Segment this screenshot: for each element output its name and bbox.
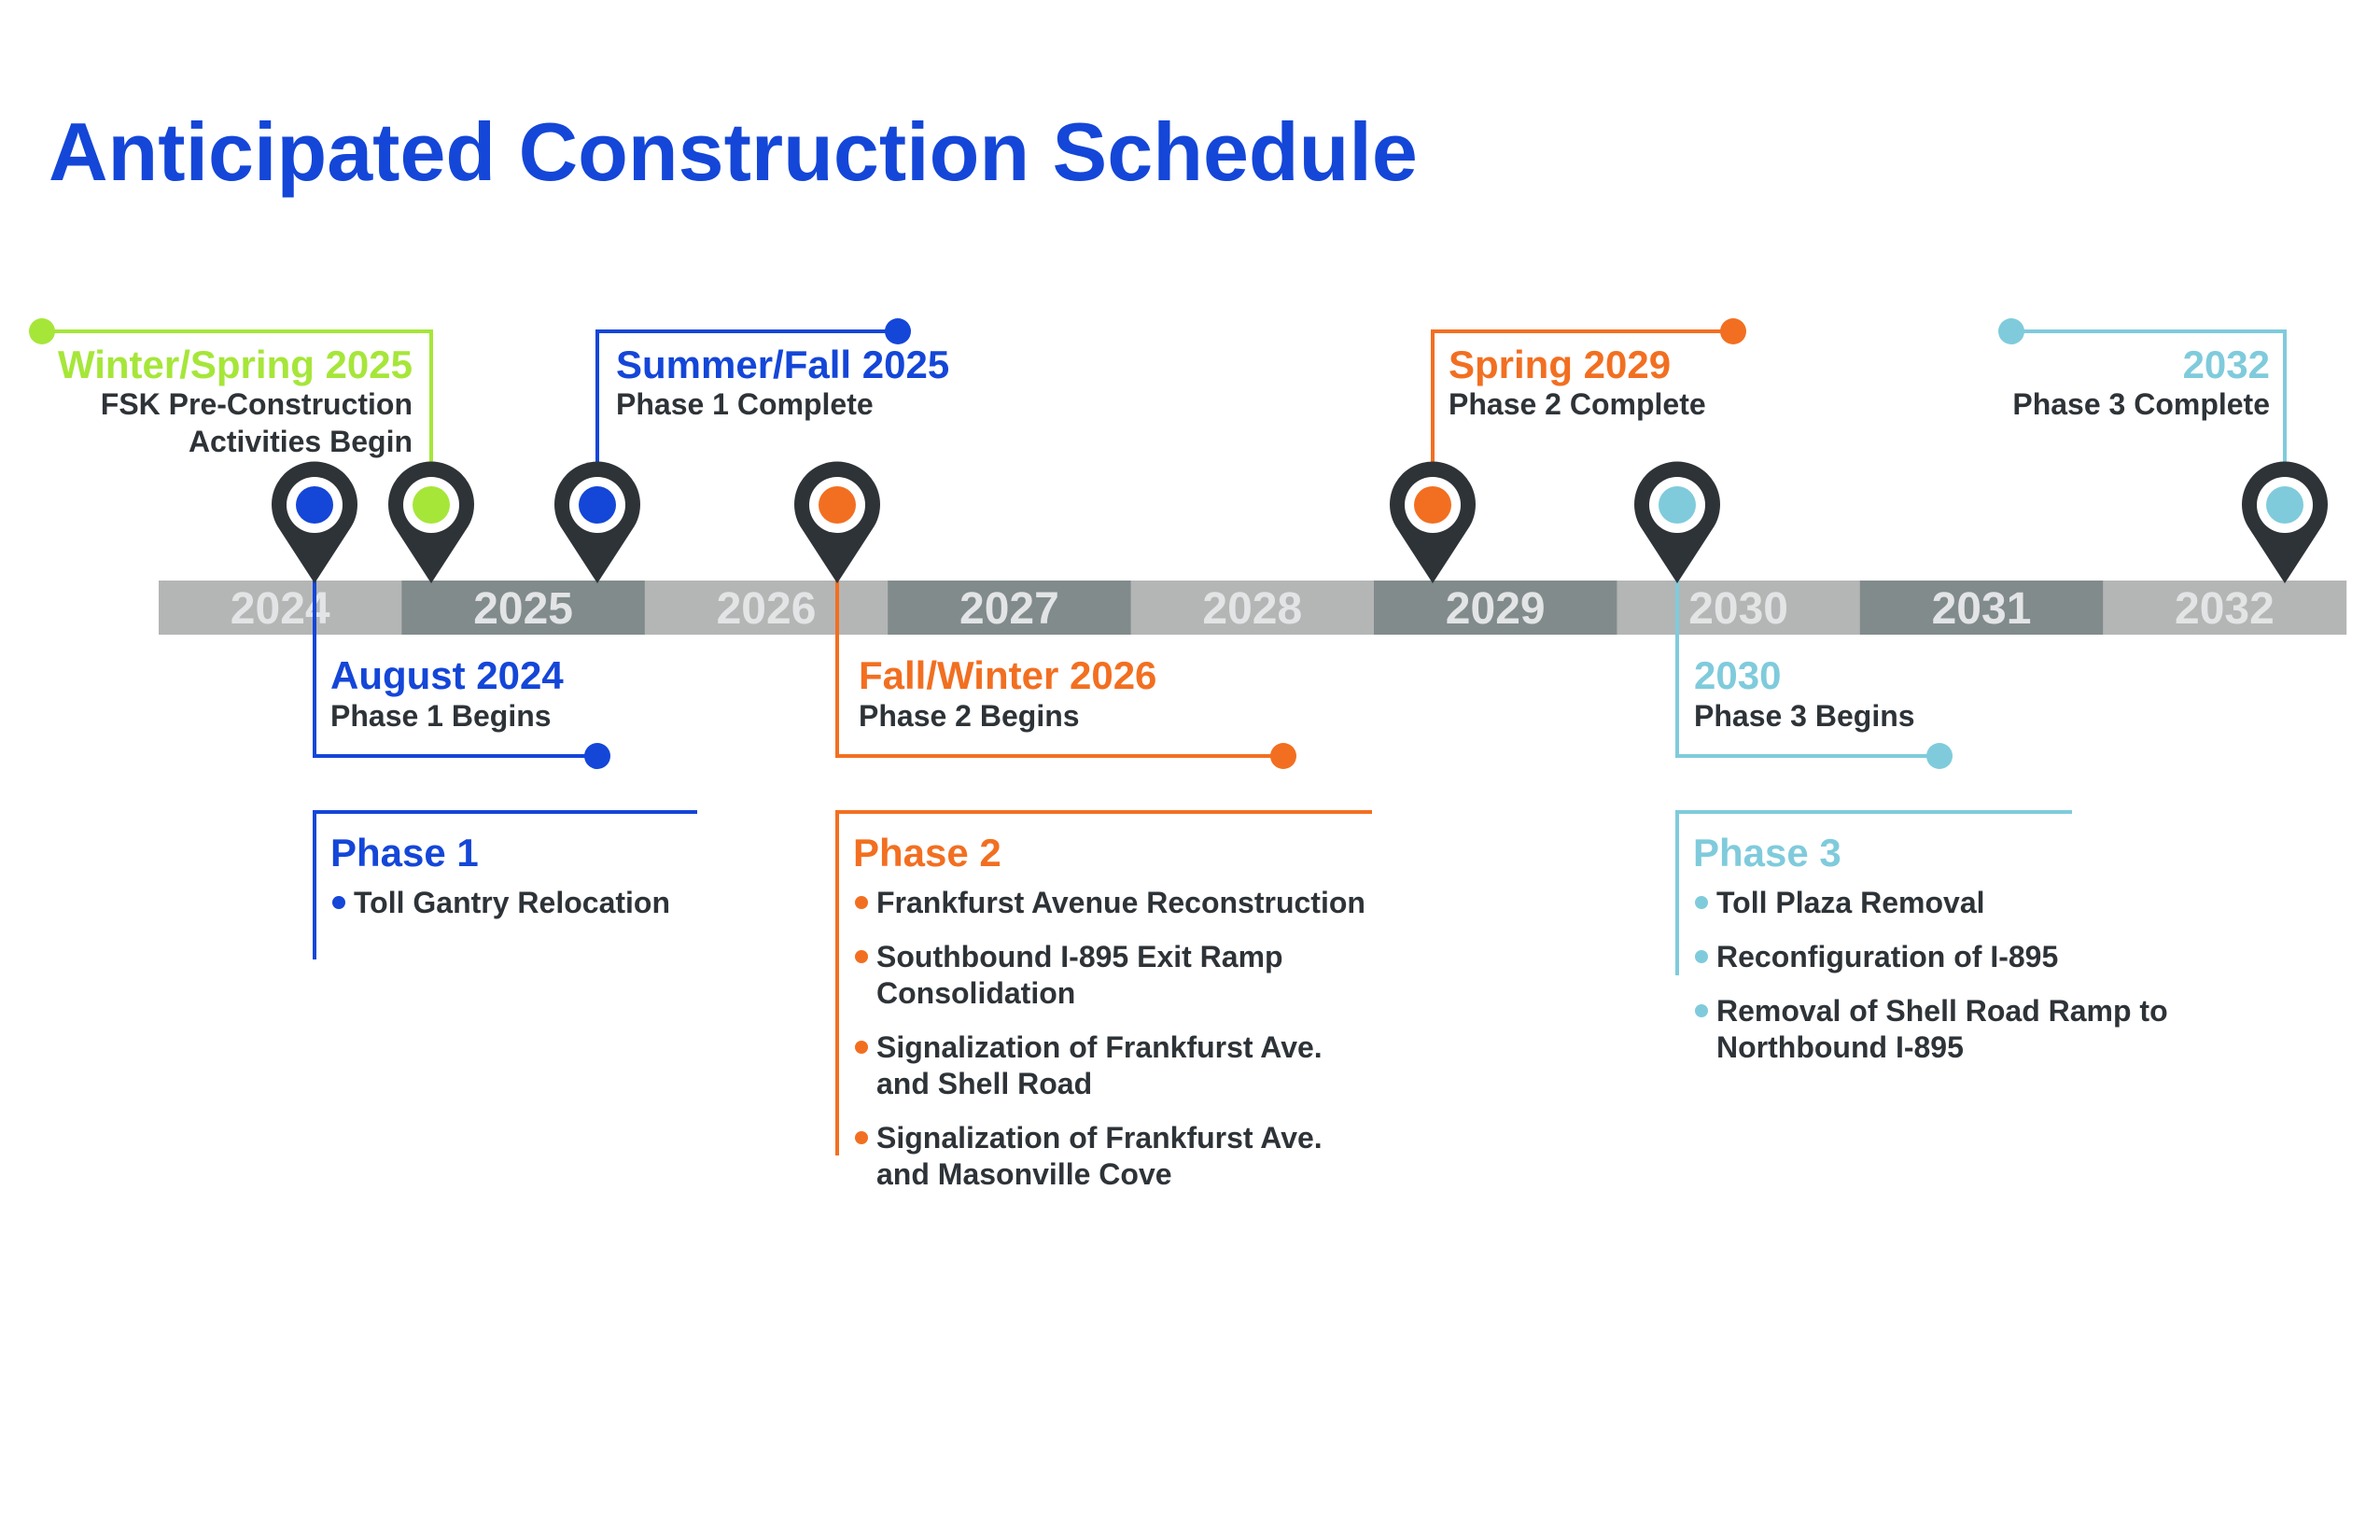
- endpoint-dot-spring-2029: [1720, 318, 1746, 344]
- event-detail-precon: Activities Begin: [188, 425, 413, 458]
- phase-item: Reconfiguration of I-895: [1716, 940, 2059, 973]
- endpoint-dot-august-2024: [584, 743, 610, 769]
- year-label-2027: 2027: [959, 584, 1059, 634]
- year-label-2026: 2026: [716, 584, 817, 634]
- event-title-2032: 2032: [2182, 343, 2270, 386]
- map-pin-icon: [388, 462, 474, 583]
- year-label-2030: 2030: [1688, 584, 1788, 634]
- bullet-dot: [855, 896, 868, 909]
- map-pin-icon: [1634, 462, 1720, 583]
- timeline-bar: [159, 581, 2346, 635]
- endpoint-dot-summer-fall-2025: [885, 318, 911, 344]
- event-detail-2032: Phase 3 Complete: [2012, 387, 2270, 421]
- endpoint-dot-precon: [29, 318, 55, 344]
- phase-item: Frankfurst Avenue Reconstruction: [876, 886, 1365, 919]
- event-title-2030: 2030: [1694, 653, 1782, 697]
- bullet-dot: [855, 950, 868, 963]
- phase-item: Consolidation: [876, 976, 1076, 1010]
- map-pin-icon: [2242, 462, 2328, 583]
- year-label-2032: 2032: [2175, 584, 2275, 634]
- endpoint-dot-fall-winter-2026: [1270, 743, 1296, 769]
- year-label-2029: 2029: [1445, 584, 1546, 634]
- event-detail-spring-2029: Phase 2 Complete: [1449, 387, 1706, 421]
- phase-box-phase-3: [1693, 831, 2168, 1064]
- phase-item: Northbound I-895: [1716, 1030, 1964, 1064]
- event-title-precon: Winter/Spring 2025: [57, 343, 413, 386]
- endpoint-dot-2032: [1998, 318, 2024, 344]
- phase-item: and Masonville Cove: [876, 1157, 1172, 1191]
- phase-item: Southbound I-895 Exit Ramp: [876, 940, 1283, 973]
- bullet-dot: [1695, 896, 1708, 909]
- event-detail-august-2024: Phase 1 Begins: [330, 699, 552, 733]
- map-pin-icon: [272, 462, 357, 583]
- map-pin-icon: [794, 462, 880, 583]
- phase-item: and Shell Road: [876, 1067, 1093, 1100]
- year-label-2024: 2024: [230, 584, 330, 634]
- bullet-dot: [855, 1041, 868, 1054]
- phase-item: Signalization of Frankfurst Ave.: [876, 1121, 1323, 1155]
- endpoint-dot-2030: [1926, 743, 1953, 769]
- bullet-dot: [1695, 1004, 1708, 1017]
- phase-title-phase-1: Phase 1: [330, 831, 479, 875]
- phase-title-phase-2: Phase 2: [853, 831, 1001, 875]
- bullet-dot: [855, 1131, 868, 1144]
- event-title-spring-2029: Spring 2029: [1449, 343, 1672, 386]
- event-detail-fall-winter-2026: Phase 2 Begins: [859, 699, 1080, 733]
- event-detail-summer-fall-2025: Phase 1 Complete: [616, 387, 874, 421]
- event-title-august-2024: August 2024: [330, 653, 564, 697]
- bullet-dot: [332, 896, 345, 909]
- page-title: Anticipated Construction Schedule: [49, 105, 1418, 198]
- phase-item: Toll Gantry Relocation: [354, 886, 670, 919]
- year-label-2025: 2025: [473, 584, 573, 634]
- event-detail-precon: FSK Pre-Construction: [100, 387, 413, 421]
- map-pin-icon: [1390, 462, 1476, 583]
- year-label-2031: 2031: [1931, 584, 2032, 634]
- event-title-summer-fall-2025: Summer/Fall 2025: [616, 343, 950, 386]
- phase-box-phase-2: [853, 831, 1365, 1191]
- phase-item: Signalization of Frankfurst Ave.: [876, 1030, 1323, 1064]
- phase-box-phase-1: [330, 831, 670, 919]
- phase-item: Toll Plaza Removal: [1716, 886, 1985, 919]
- event-detail-2030: Phase 3 Begins: [1694, 699, 1915, 733]
- phase-item: Removal of Shell Road Ramp to: [1716, 994, 2168, 1028]
- bullet-dot: [1695, 950, 1708, 963]
- map-pin-icon: [554, 462, 640, 583]
- phase-title-phase-3: Phase 3: [1693, 831, 1841, 875]
- event-title-fall-winter-2026: Fall/Winter 2026: [859, 653, 1157, 697]
- year-label-2028: 2028: [1202, 584, 1303, 634]
